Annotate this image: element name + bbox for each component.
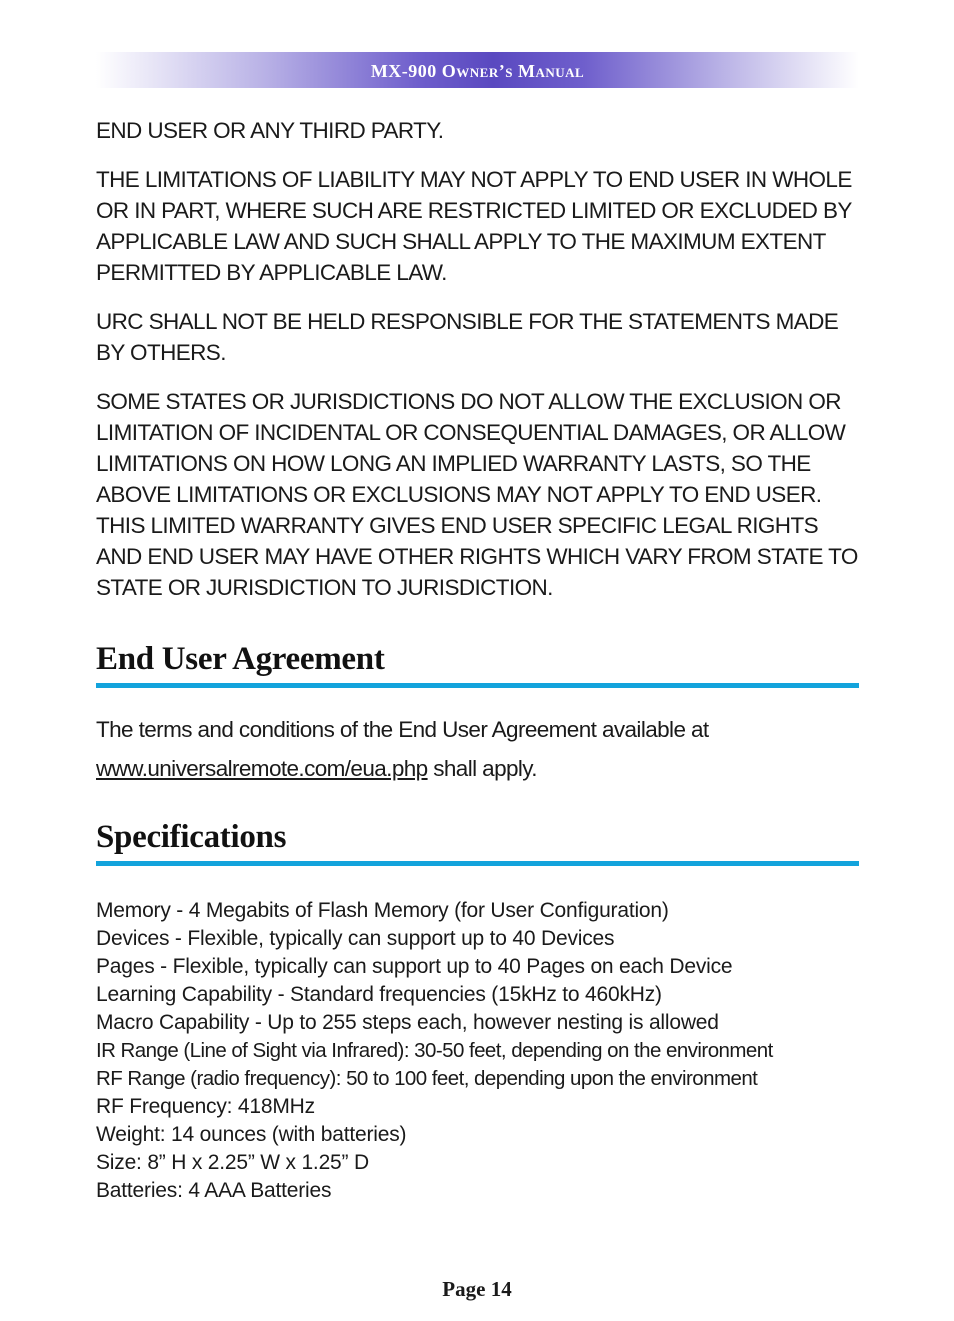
eua-divider xyxy=(96,683,859,688)
legal-paragraph-4: SOME STATES OR JURISDICTIONS DO NOT ALLOW THE EXCLUSION OR LIMITATION OF INCIDENTAL OR CONSEQUENTIAL DAMAGES, OR ALLOW LIMITATIONS ON HOW LONG AN IMPLIED WARRANTY LASTS, SO THE ABOVE LIMITATIONS OR EXCLUSIONS MAY NOT APPLY TO END USER. THIS LIMITED WARRANTY GIVES END USER SPECIFIC LEGAL RIGHTS AND END USER MAY HAVE OTHER RIGHTS WHICH VARY FROM STATE TO STATE OR JURISDICTION TO JURISDICTION. xyxy=(96,389,858,600)
legal-text xyxy=(96,115,861,621)
page-number: Page 14 xyxy=(442,1277,512,1301)
spec-devices: Devices - Flexible, typically can support up to 40 Devices xyxy=(96,927,615,950)
eua-heading: End User Agreement xyxy=(96,641,385,677)
manual-title: MX-900 Owner’s Manual xyxy=(370,61,585,81)
spec-weight: Weight: 14 ounces (with batteries) xyxy=(96,1123,407,1146)
spec-pages: Pages - Flexible, typically can support up to 40 Pages on each Device xyxy=(96,955,733,978)
eua-link-line xyxy=(96,756,861,782)
spec-macro: Macro Capability - Up to 255 steps each, however nesting is allowed xyxy=(96,1011,719,1034)
legal-paragraph-2: THE LIMITATIONS OF LIABILITY MAY NOT APPLY TO END USER IN WHOLE OR IN PART, WHERE SUCH ARE RESTRICTED LIMITED OR EXCLUDED BY APPLICABLE LAW AND SUCH SHALL APPLY TO THE MAXIMUM EXTENT PERMITTED BY APPLICABLE LAW. xyxy=(96,167,852,285)
eua-text: The terms and conditions of the End User Agreement available at xyxy=(96,717,709,742)
eua-link[interactable]: www.universalremote.com/eua.php xyxy=(96,756,428,781)
legal-paragraph-1: END USER OR ANY THIRD PARTY. xyxy=(96,118,444,143)
legal-paragraph-3: URC SHALL NOT BE HELD RESPONSIBLE FOR THE STATEMENTS MADE BY OTHERS. xyxy=(96,309,839,365)
specs-heading: Specifications xyxy=(96,819,287,855)
spec-rf-frequency: RF Frequency: 418MHz xyxy=(96,1095,315,1118)
header-bar xyxy=(96,52,859,88)
spec-memory: Memory - 4 Megabits of Flash Memory (for User Configuration) xyxy=(96,899,669,922)
specs-list xyxy=(96,897,861,1205)
spec-ir-range: IR Range (Line of Sight via Infrared): 30-50 feet, depending on the environment xyxy=(96,1039,773,1062)
spec-learning: Learning Capability - Standard frequencies (15kHz to 460kHz) xyxy=(96,983,662,1006)
spec-size: Size: 8” H x 2.25” W x 1.25” D xyxy=(96,1151,369,1174)
spec-batteries: Batteries: 4 AAA Batteries xyxy=(96,1179,332,1202)
specs-divider xyxy=(96,861,859,866)
spec-rf-range: RF Range (radio frequency): 50 to 100 feet, depending upon the environment xyxy=(96,1067,758,1090)
eua-suffix: shall apply. xyxy=(427,756,537,781)
